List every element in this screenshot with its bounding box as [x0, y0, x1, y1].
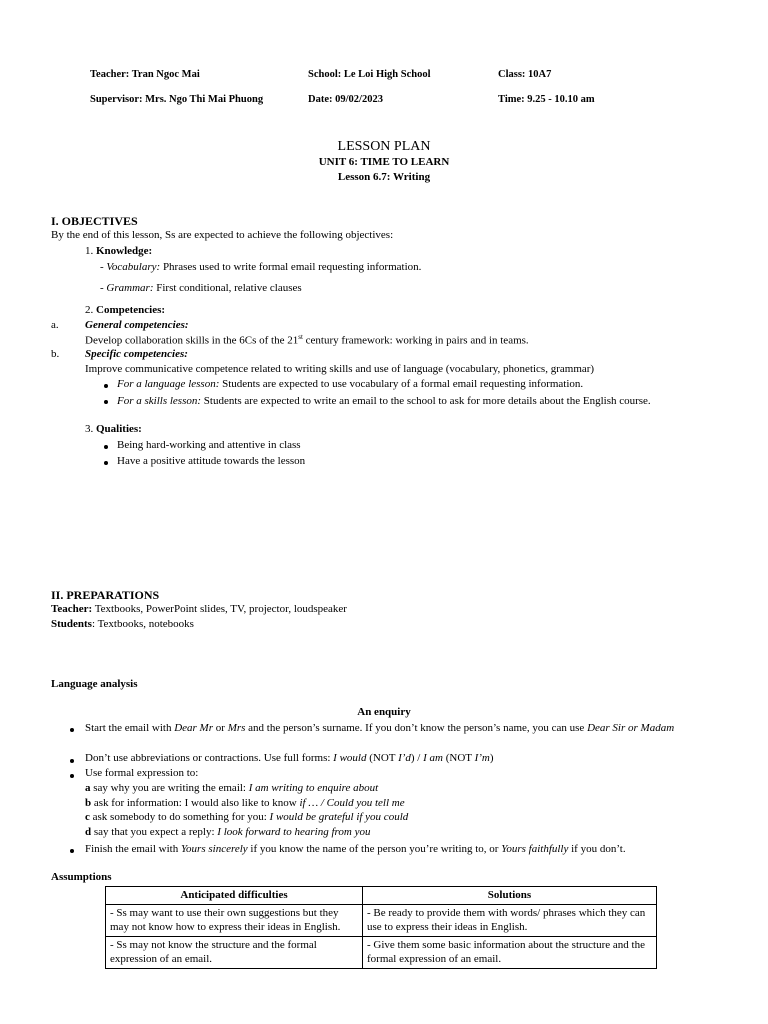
competencies-item: 2. Competencies:: [85, 304, 166, 316]
page-title: LESSON PLAN: [337, 139, 431, 154]
unit-title: UNIT 6: TIME TO LEARN: [318, 156, 450, 168]
column-header: Anticipated difficulties: [106, 887, 363, 905]
assumptions-heading: Assumptions: [51, 871, 112, 883]
general-competencies-label: General competencies:: [85, 319, 189, 331]
bullet-icon: [104, 461, 108, 465]
enquiry-bullet-finish: Finish the email with Yours sincerely if you know the name of the person you’re writing to, or Yours faithfully if you don’t.: [85, 843, 626, 855]
specific-competencies-text: Improve communicative competence related to writing skills and use of language (vocabulary, phonetics, grammar): [85, 363, 595, 375]
quality-item: Being hard-working and attentive in class: [117, 439, 301, 451]
enquiry-title: An enquiry: [357, 706, 411, 718]
bullet-icon: [70, 759, 74, 763]
difficulty-cell: - Ss may not know the structure and the formal expression of an email.: [106, 936, 363, 968]
marker-b: b.: [51, 348, 60, 360]
table-row: [106, 936, 657, 968]
knowledge-item: 1. Knowledge:: [85, 245, 153, 257]
objectives-intro: By the end of this lesson, Ss are expected to achieve the following objectives:: [51, 229, 394, 241]
class-name: Class: 10A7: [498, 69, 552, 80]
lesson-time: Time: 9.25 - 10.10 am: [498, 94, 595, 105]
difficulty-cell: - Ss may want to use their own suggestions but they may not know how to express their ideas in English.: [106, 904, 363, 936]
bullet-icon: [70, 849, 74, 853]
bullet-icon: [104, 384, 108, 388]
marker-a: a.: [51, 319, 59, 331]
sub-item-a: a say why you are writing the email: I am writing to enquire about: [85, 782, 379, 794]
qualities-item: 3. Qualities:: [85, 423, 142, 435]
school-name: School: Le Loi High School: [308, 69, 431, 80]
column-header: Solutions: [363, 887, 657, 905]
lesson-title: Lesson 6.7: Writing: [337, 171, 431, 183]
teacher-name: Teacher: Tran Ngoc Mai: [90, 69, 200, 80]
solution-cell: - Give them some basic information about the structure and the formal expression of an email.: [363, 936, 657, 968]
vocabulary-line: - Vocabulary: Phrases used to write formal email requesting information.: [100, 261, 422, 273]
sub-item-c: c ask somebody to do something for you: I would be grateful if you could: [85, 811, 409, 823]
students-preparation: Students: Textbooks, notebooks: [51, 618, 194, 630]
table-header-row: [106, 887, 657, 905]
assumptions-table: [105, 886, 657, 969]
sub-item-d: d say that you expect a reply: I look forward to hearing from you: [85, 826, 371, 838]
enquiry-bullet-start: Start the email with Dear Mr or Mrs and the person’s surname. If you don’t know the person’s name, you can use Dear Sir or Madam: [85, 722, 675, 734]
bullet-icon: [70, 774, 74, 778]
bullet-icon: [70, 728, 74, 732]
skills-lesson-line: For a skills lesson: Students are expected to write an email to the school to ask for more details about the English course.: [117, 395, 651, 407]
table-row: [106, 904, 657, 936]
quality-item: Have a positive attitude towards the lesson: [117, 455, 306, 467]
language-lesson-line: For a language lesson: Students are expected to use vocabulary of a formal email requesting information.: [117, 378, 584, 390]
lesson-date: Date: 09/02/2023: [308, 94, 383, 105]
supervisor-name: Supervisor: Mrs. Ngo Thi Mai Phuong: [90, 94, 264, 105]
grammar-line: - Grammar: First conditional, relative clauses: [100, 282, 302, 294]
bullet-icon: [104, 400, 108, 404]
specific-competencies-label: Specific competencies:: [85, 348, 188, 360]
sub-item-b: b ask for information: I would also like to know if … / Could you tell me: [85, 797, 405, 809]
language-analysis-heading: Language analysis: [51, 678, 138, 690]
bullet-icon: [104, 445, 108, 449]
knowledge-label: Knowledge:: [96, 245, 153, 257]
preparations-heading: II. PREPARATIONS: [51, 588, 160, 602]
objectives-heading: I. OBJECTIVES: [51, 214, 138, 228]
enquiry-bullet-formal: Use formal expression to:: [85, 767, 199, 779]
solution-cell: - Be ready to provide them with words/ phrases which they can use to express their ideas in English.: [363, 904, 657, 936]
enquiry-bullet-full-forms: Don’t use abbreviations or contractions. Use full forms: I would (NOT I’d) / I am (NOT I’m): [85, 752, 494, 764]
teacher-preparation: Teacher: Textbooks, PowerPoint slides, TV, projector, loudspeaker: [51, 603, 347, 615]
general-competencies-text: Develop collaboration skills in the 6Cs of the 21st century framework: working in pairs and in teams.: [85, 333, 529, 347]
